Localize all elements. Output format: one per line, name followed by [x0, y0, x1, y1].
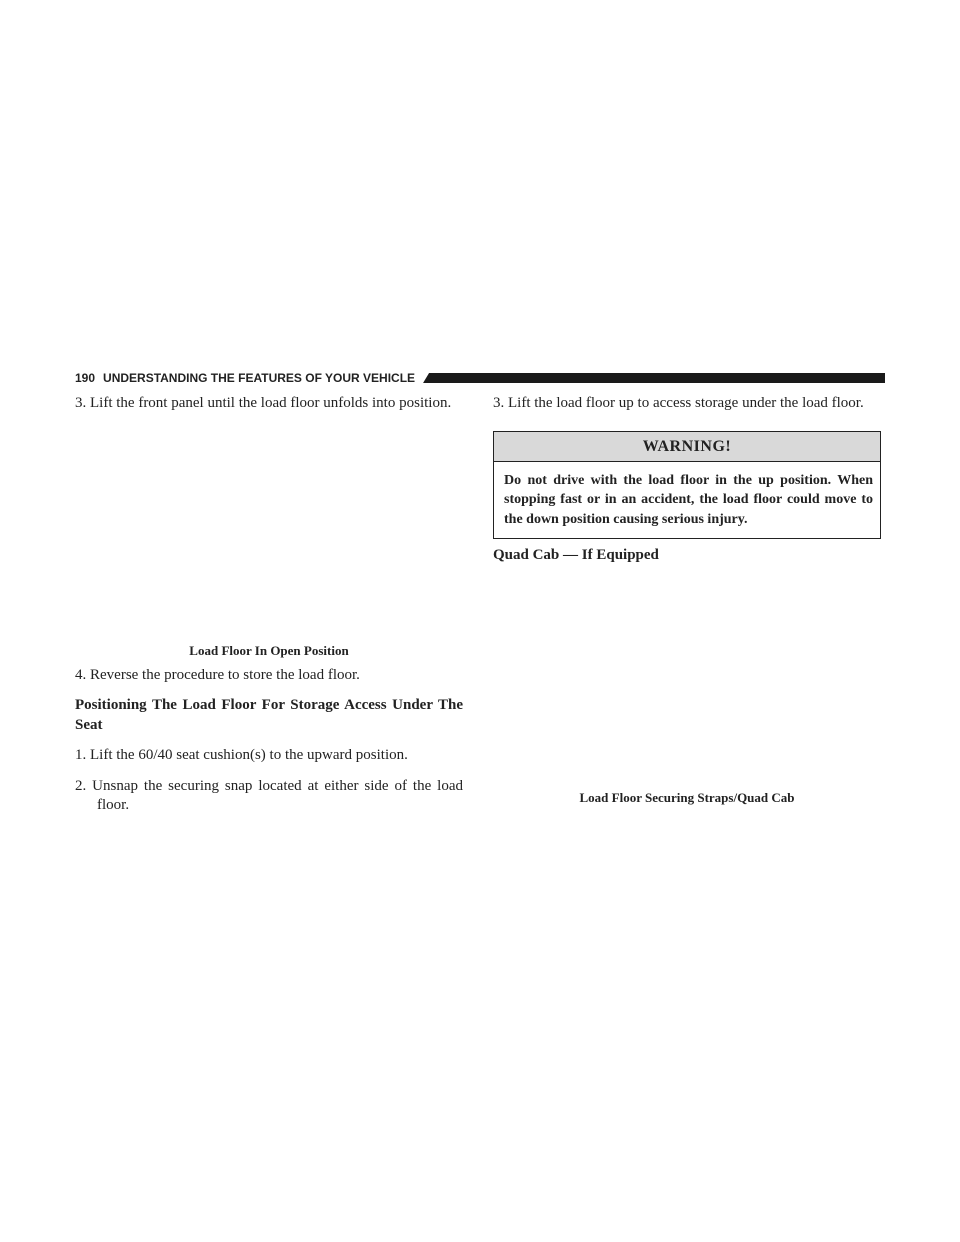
step-3-left: 3. Lift the front panel until the load floor unfolds into position. [75, 395, 452, 411]
section-heading-storage: Positioning The Load Floor For Storage Access Under The Seat [75, 697, 463, 733]
warning-title: WARNING! [494, 432, 880, 462]
figure-caption-straps: Load Floor Securing Straps/Quad Cab [579, 789, 795, 805]
figure-securing-straps [493, 566, 881, 790]
left-column [75, 394, 463, 816]
right-column [493, 394, 881, 806]
header-title: UNDERSTANDING THE FEATURES OF YOUR VEHICLE [103, 371, 416, 385]
warning-box [493, 431, 881, 540]
page-header [75, 370, 885, 386]
step-3-right: 3. Lift the load floor up to access storage under the load floor. [493, 395, 864, 411]
step-2-left: 2. Unsnap the securing snap located at either side of the load floor. [75, 777, 463, 813]
figure-load-floor-open [75, 414, 463, 643]
step-1-left: 1. Lift the 60/40 seat cushion(s) to the upward position. [75, 747, 408, 763]
header-rule [423, 373, 885, 383]
step-4-left: 4. Reverse the procedure to store the load floor. [75, 666, 360, 683]
page-number: 190 [75, 371, 96, 385]
section-heading-quad-cab: Quad Cab — If Equipped [493, 547, 659, 563]
warning-body: Do not drive with the load floor in the up position. When stopping fast or in an accident, the load floor could move to the down position causing serious injury. [504, 472, 873, 527]
figure-caption-open: Load Floor In Open Position [189, 642, 349, 658]
